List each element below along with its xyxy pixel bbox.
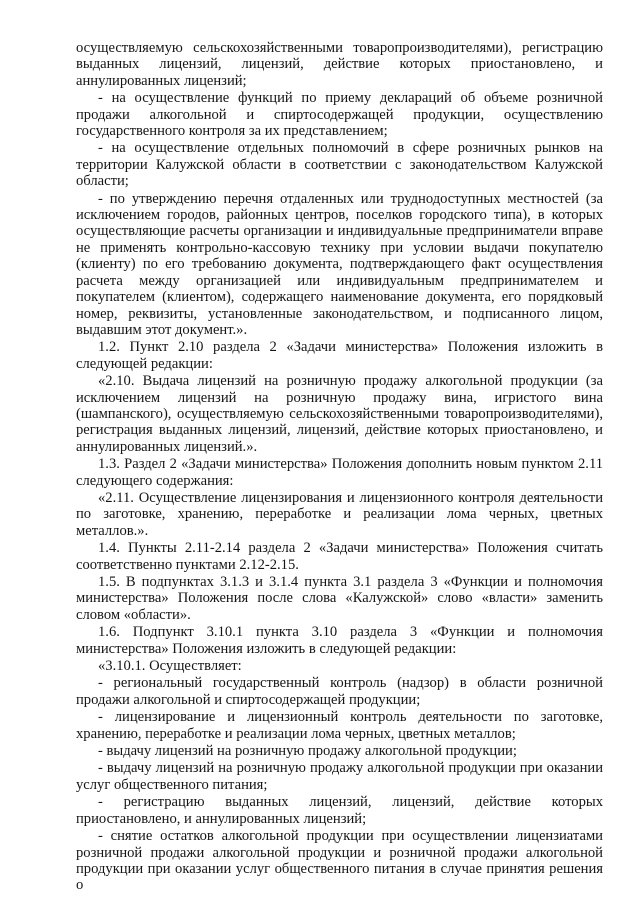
paragraph-9: 1.4. Пункты 2.11-2.14 раздела 2 «Задачи министерства» Положения считать соответственно пунктами 2.12-2.15.: [76, 540, 603, 573]
paragraph-2: - на осуществление функций по приему деклараций об объеме розничной продажи алкогольной и спиртосодержащей продукции, осуществлению государственного контроля за их представлением;: [76, 90, 603, 140]
paragraph-12: «3.10.1. Осуществляет:: [98, 658, 242, 675]
paragraph-18: - снятие остатков алкогольной продукции при осуществлении лицензиатами розничной продажи алкогольной продукции и розничной продажи алкогольной продукции при оказании услуг общественного питания в случае принятия решения о: [76, 828, 603, 894]
paragraph-3: - на осуществление отдельных полномочий в сфере розничных рынков на территории Калужской области в соответствии с законодательством Калужской области;: [76, 140, 603, 190]
paragraph-1: осуществляемую сельскохозяйственными товаропроизводителями), регистрацию выданных лицензий, лицензий, действие которых приостановлено, и аннулированных лицензий;: [76, 40, 603, 89]
paragraph-13: - региональный государственный контроль (надзор) в области розничной продажи алкогольной и спиртосодержащей продукции;: [76, 675, 603, 708]
paragraph-11: 1.6. Подпункт 3.10.1 пункта 3.10 раздела 3 «Функции и полномочия министерства» Положения изложить в следующей редакции:: [76, 624, 603, 657]
paragraph-15: - выдачу лицензий на розничную продажу алкогольной продукции;: [98, 743, 517, 760]
paragraph-8: «2.11. Осуществление лицензирования и лицензионного контроля деятельности по заготовке, хранению, переработке и реализации лома черных, цветных металлов.».: [76, 489, 603, 539]
paragraph-7: 1.3. Раздел 2 «Задачи министерства» Положения дополнить новым пунктом 2.11 следующего содержания:: [76, 456, 603, 489]
paragraph-14: - лицензирование и лицензионный контроль деятельности по заготовке, хранению, переработке и реализации лома черных, цветных металлов;: [76, 709, 603, 742]
paragraph-16: - выдачу лицензий на розничную продажу алкогольной продукции при оказании услуг общественного питания;: [76, 760, 603, 793]
paragraph-4: - по утверждению перечня отдаленных или труднодоступных местностей (за исключением городов, районных центров, поселков городского типа), в которых осуществляющие расчеты организации и индивидуальные предприниматели вправе не применять контрольно-кассовую технику при условии выдачи покупателю (клиенту) по его требованию документа, подтверждающего факт осуществления расчета между организацией или индивидуальным предпринимателем и покупателем (клиентом), содержащего наименование документа, его порядковый номер, реквизиты, установленные законодательством, и подписанного лицом, выдавшим этот документ.».: [76, 190, 603, 338]
document-page: [76, 40, 603, 894]
paragraph-10: 1.5. В подпунктах 3.1.3 и 3.1.4 пункта 3.1 раздела 3 «Функции и полномочия министерства» Положения после слова «Калужской» слово «власти» заменить словом «области».: [76, 574, 603, 623]
paragraph-17: - регистрацию выданных лицензий, лицензий, действие которых приостановлено, и аннулированных лицензий;: [76, 794, 603, 827]
paragraph-5: 1.2. Пункт 2.10 раздела 2 «Задачи министерства» Положения изложить в следующей редакции:: [76, 339, 603, 372]
paragraph-6: «2.10. Выдача лицензий на розничную продажу алкогольной продукции (за исключением лицензий на розничную продажу вина, игристого вина (шампанского), осуществляемую сельскохозяйственными товаропроизводителями), регистрация выданных лицензий, лицензий, действие которых приостановлено, и аннулированных лицензий.».: [76, 373, 603, 455]
